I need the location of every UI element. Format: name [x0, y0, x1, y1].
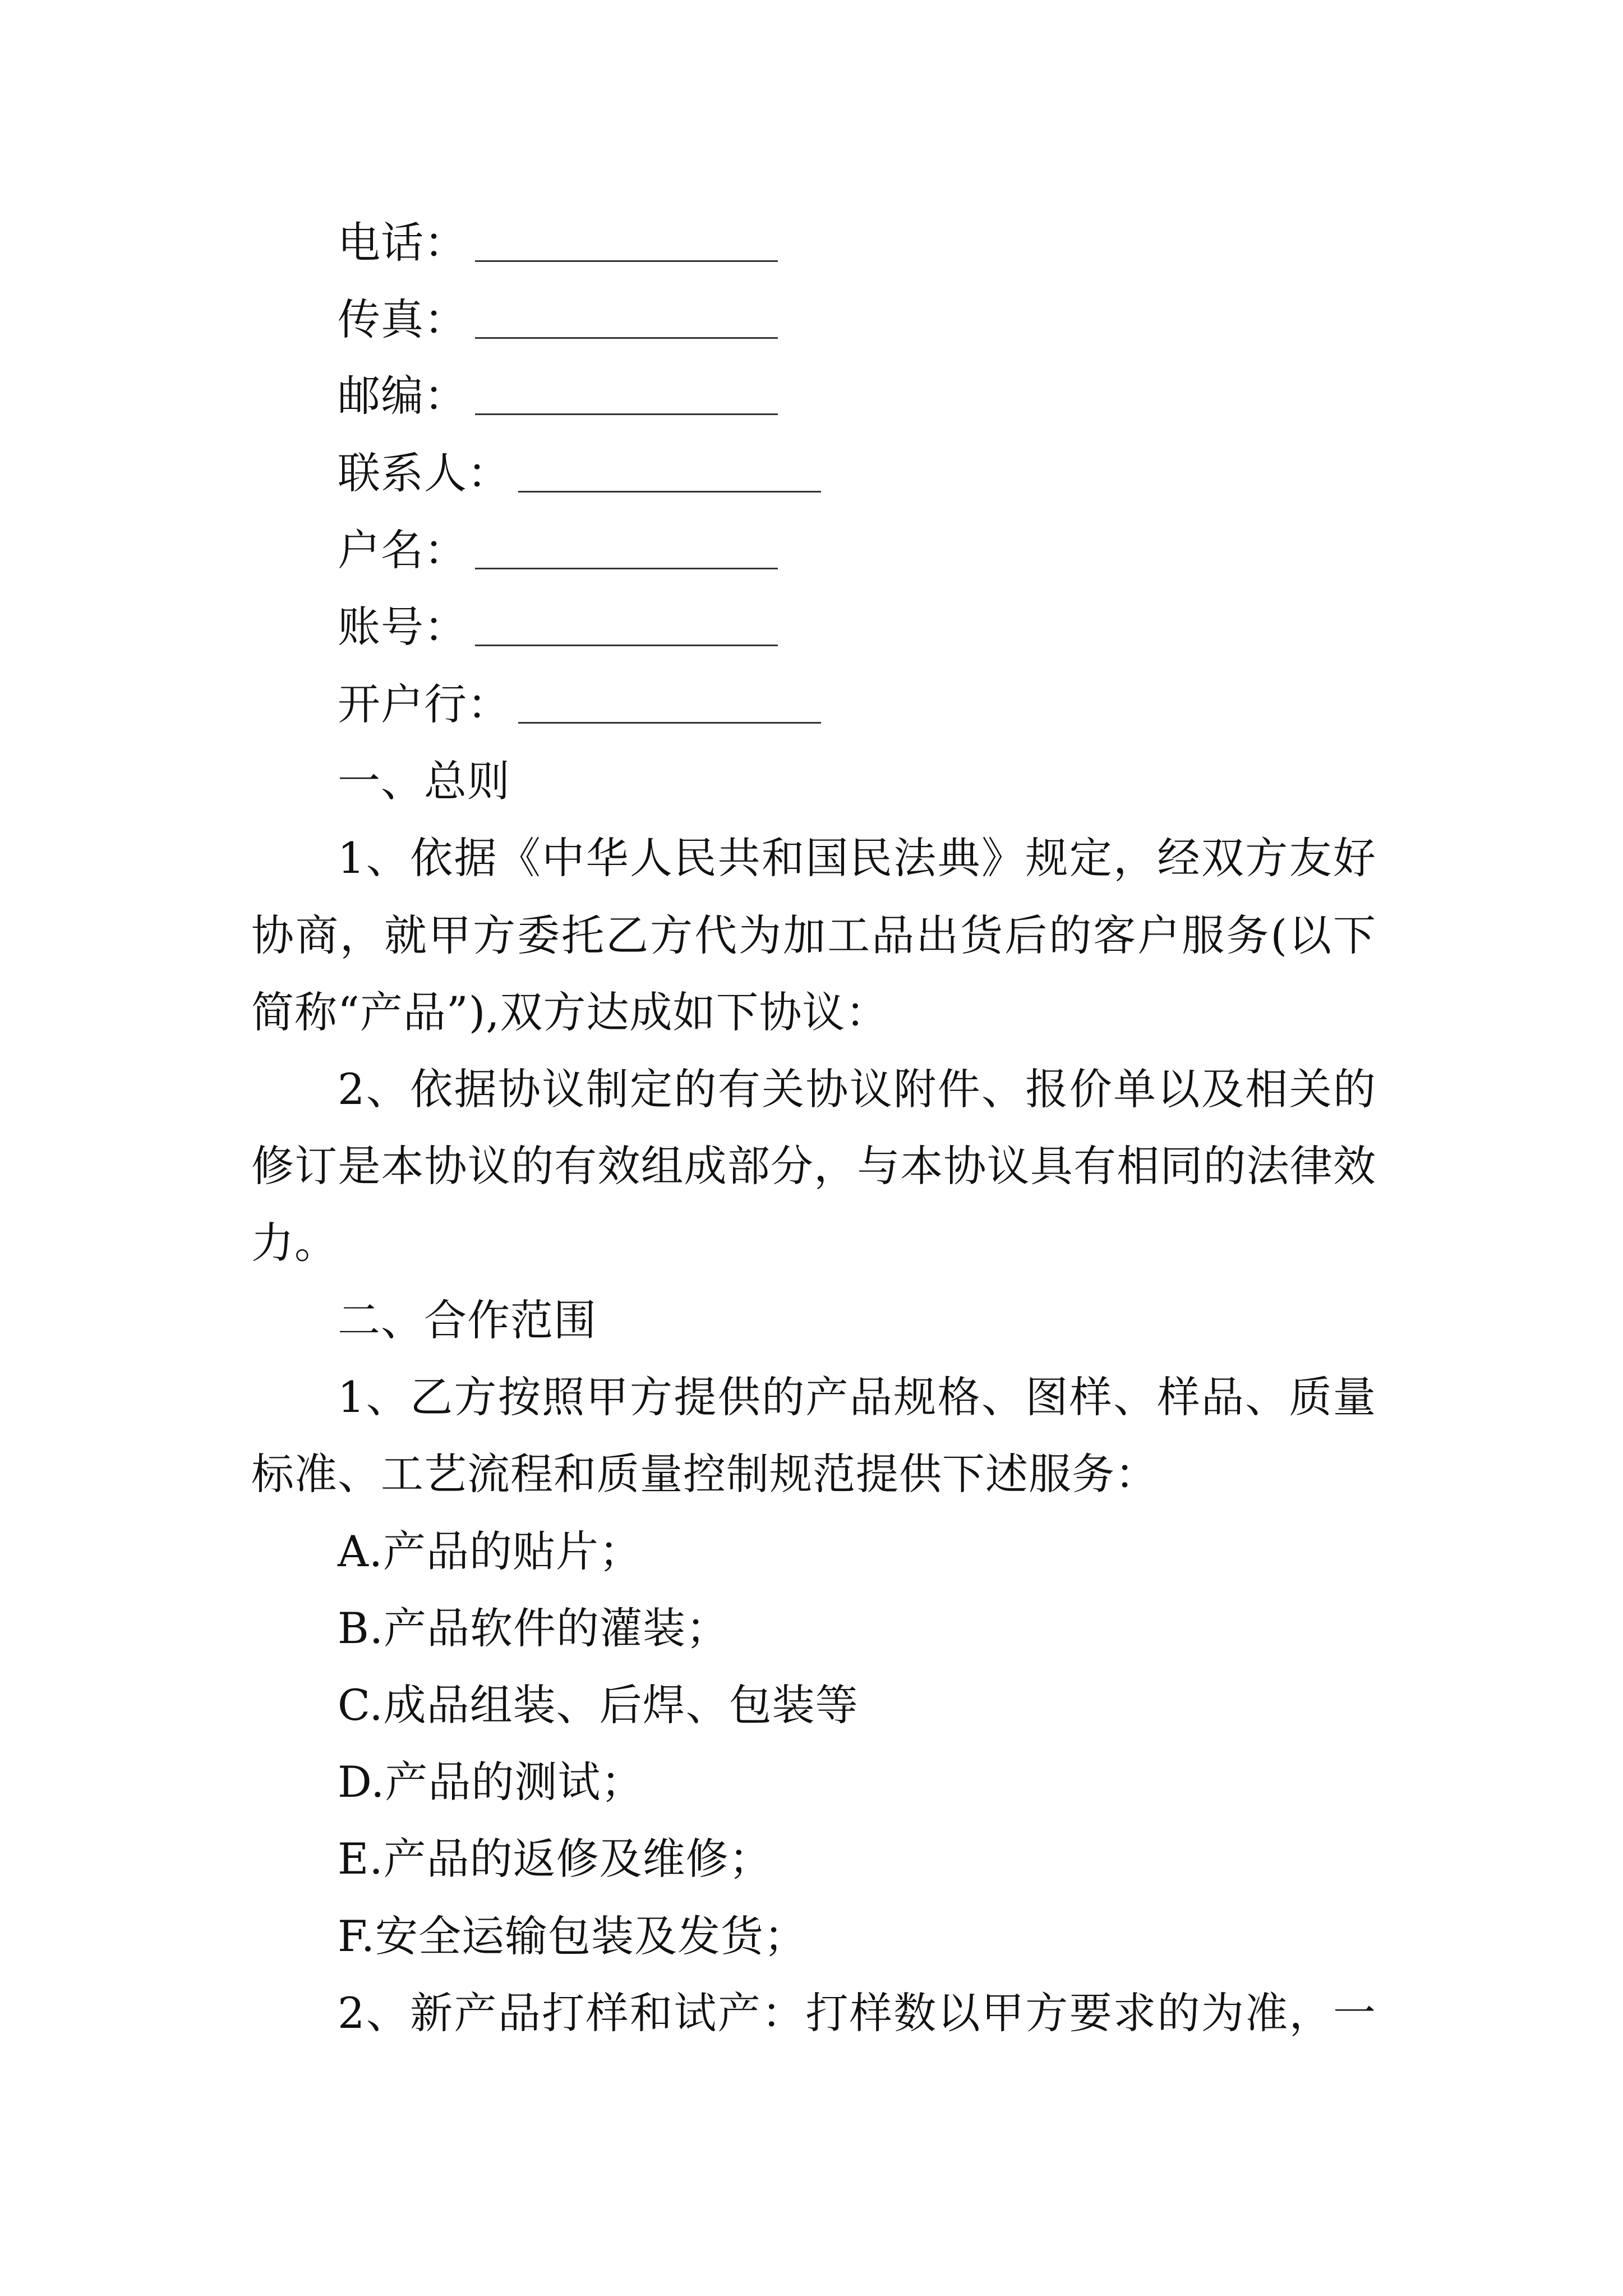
bank-field [338, 679, 821, 729]
account-number-field [338, 602, 778, 652]
section-1-heading: 一、总则 [338, 756, 510, 806]
section-1-paragraph-1-line-3: 简称“产品”),双方达成如下协议： [251, 987, 889, 1037]
phone-field [338, 218, 778, 268]
service-item-f: F.安全运输包装及发货； [338, 1911, 808, 1961]
fax-label: 传真： [338, 295, 467, 344]
service-item-b: B.产品软件的灌装； [338, 1603, 730, 1653]
service-item-a: A.产品的贴片； [338, 1526, 643, 1576]
contact-label: 联系人： [338, 448, 510, 498]
account-number-blank-line [475, 645, 778, 646]
section-1-paragraph-2-line-1: 2、依据协议制定的有关协议附件、报价单以及相关的 [338, 1064, 1376, 1114]
fax-blank-line [475, 337, 778, 339]
account-number-label: 账号： [338, 602, 467, 652]
bank-label: 开户行： [338, 679, 510, 729]
section-1-paragraph-1-line-2: 协商，就甲方委托乙方代为加工品出货后的客户服务(以下 [251, 910, 1376, 960]
postcode-blank-line [475, 413, 778, 415]
account-name-label: 户名： [338, 525, 467, 575]
fax-field [338, 295, 778, 344]
postcode-label: 邮编： [338, 371, 467, 421]
section-1-paragraph-2-line-2: 修订是本协议的有效组成部分，与本协议具有相同的法律效 [251, 1141, 1376, 1191]
section-1-paragraph-1-line-1: 1、依据《中华人民共和国民法典》规定，经双方友好 [338, 833, 1376, 883]
service-item-c: C.成品组装、后焊、包装等 [338, 1680, 859, 1730]
bank-blank-line [518, 722, 821, 724]
contact-field [338, 448, 821, 498]
section-2-heading: 二、合作范围 [338, 1295, 597, 1345]
service-item-d: D.产品的测试； [338, 1757, 644, 1807]
section-2-paragraph-2-line-1: 2、新产品打样和试产：打样数以甲方要求的为准，一 [338, 1988, 1376, 2038]
service-item-e: E.产品的返修及维修； [338, 1834, 772, 1884]
account-name-blank-line [475, 568, 778, 569]
postcode-field [338, 371, 778, 421]
section-1-paragraph-2-line-3: 力。 [251, 1218, 338, 1268]
phone-label: 电话： [338, 218, 467, 268]
contact-blank-line [518, 491, 821, 493]
section-2-paragraph-1-line-1: 1、乙方按照甲方提供的产品规格、图样、样品、质量 [338, 1372, 1376, 1422]
section-2-paragraph-1-line-2: 标准、工艺流程和质量控制规范提供下述服务： [251, 1449, 1158, 1499]
account-name-field [338, 525, 778, 575]
phone-blank-line [475, 260, 778, 262]
